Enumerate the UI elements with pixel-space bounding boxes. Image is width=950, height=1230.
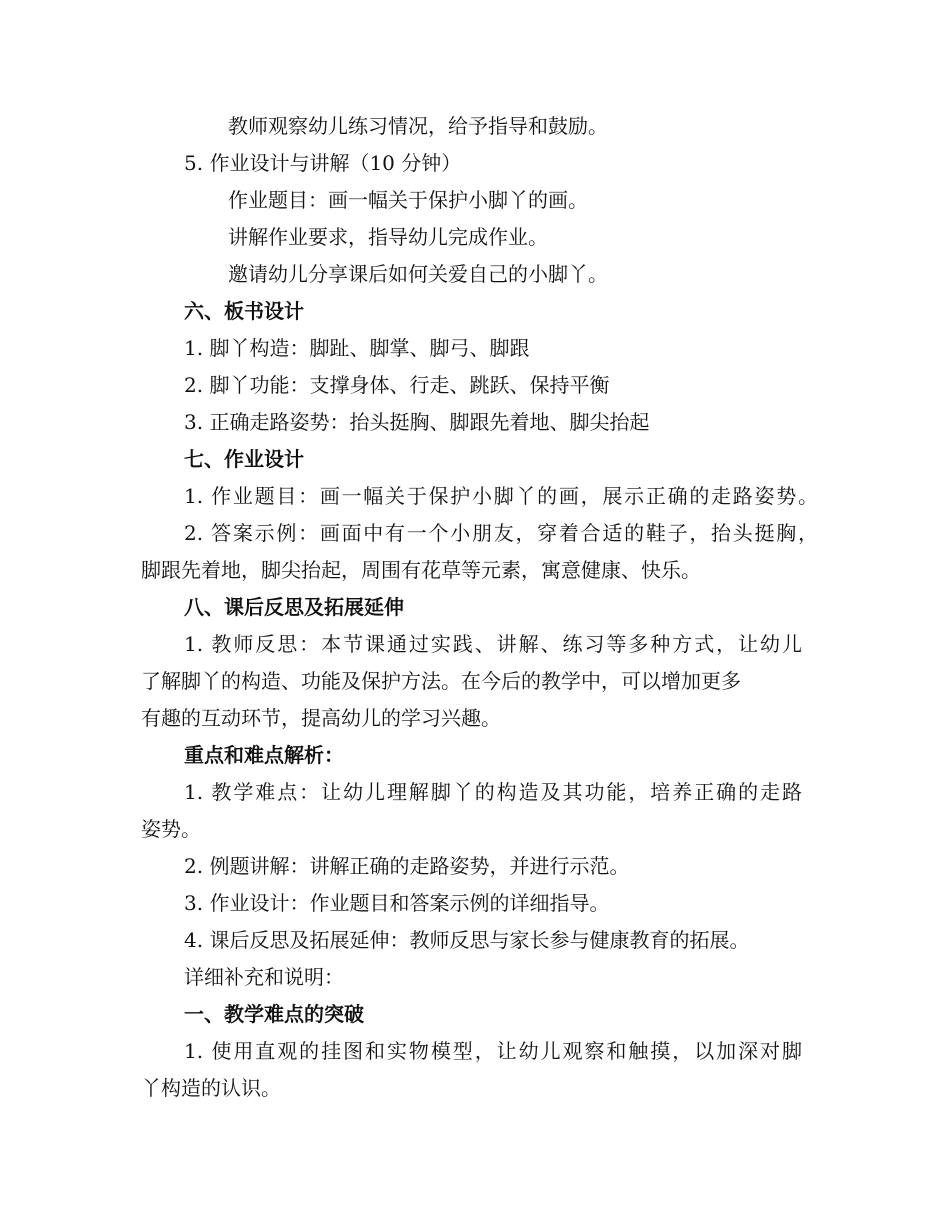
list-item: 1. 教学难点：让幼儿理解脚丫的构造及其功能，培养正确的走路 — [184, 780, 802, 804]
list-item: 2. 脚丫功能：支撑身体、行走、跳跃、保持平衡 — [184, 373, 610, 397]
paragraph-line: 丫构造的认识。 — [141, 1076, 281, 1100]
paragraph-line: 脚跟先着地，脚尖抬起，周围有花草等元素，寓意健康、快乐。 — [141, 558, 701, 582]
list-item: 1. 使用直观的挂图和实物模型，让幼儿观察和触摸，以加深对脚 — [184, 1039, 802, 1063]
paragraph-line: 作业题目：画一幅关于保护小脚丫的画。 — [228, 188, 588, 212]
section-heading: 重点和难点解析： — [184, 743, 344, 767]
list-item: 1. 教师反思：本节课通过实践、讲解、练习等多种方式，让幼儿 — [184, 632, 802, 656]
list-item: 1. 作业题目：画一幅关于保护小脚丫的画，展示正确的走路姿势。 — [184, 484, 818, 508]
paragraph-line: 有趣的互动环节，提高幼儿的学习兴趣。 — [141, 706, 501, 730]
section-heading: 六、板书设计 — [184, 299, 304, 323]
list-item: 3. 作业设计：作业题目和答案示例的详细指导。 — [184, 891, 610, 915]
list-item: 2. 例题讲解：讲解正确的走路姿势，并进行示范。 — [184, 854, 630, 878]
paragraph-line: 教师观察幼儿练习情况，给予指导和鼓励。 — [228, 114, 608, 138]
paragraph-line: 姿势。 — [141, 817, 201, 841]
paragraph-line: 邀请幼儿分享课后如何关爱自己的小脚丫。 — [228, 262, 608, 286]
paragraph-line: 了解脚丫的构造、功能及保护方法。在今后的教学中，可以增加更多 — [141, 669, 741, 693]
list-item: 5. 作业设计与讲解（10 分钟） — [184, 151, 462, 175]
list-item: 2. 答案示例：画面中有一个小朋友，穿着合适的鞋子，抬头挺胸， — [184, 521, 818, 545]
paragraph-line: 讲解作业要求，指导幼儿完成作业。 — [228, 225, 548, 249]
list-item: 3. 正确走路姿势：抬头挺胸、脚跟先着地、脚尖抬起 — [184, 410, 650, 434]
section-heading: 八、课后反思及拓展延伸 — [184, 595, 404, 619]
list-item: 4. 课后反思及拓展延伸：教师反思与家长参与健康教育的拓展。 — [184, 928, 750, 952]
list-item: 1. 脚丫构造：脚趾、脚掌、脚弓、脚跟 — [184, 336, 530, 360]
section-heading: 七、作业设计 — [184, 447, 304, 471]
section-heading: 一、教学难点的突破 — [184, 1002, 364, 1026]
paragraph-line: 详细补充和说明： — [184, 965, 344, 989]
